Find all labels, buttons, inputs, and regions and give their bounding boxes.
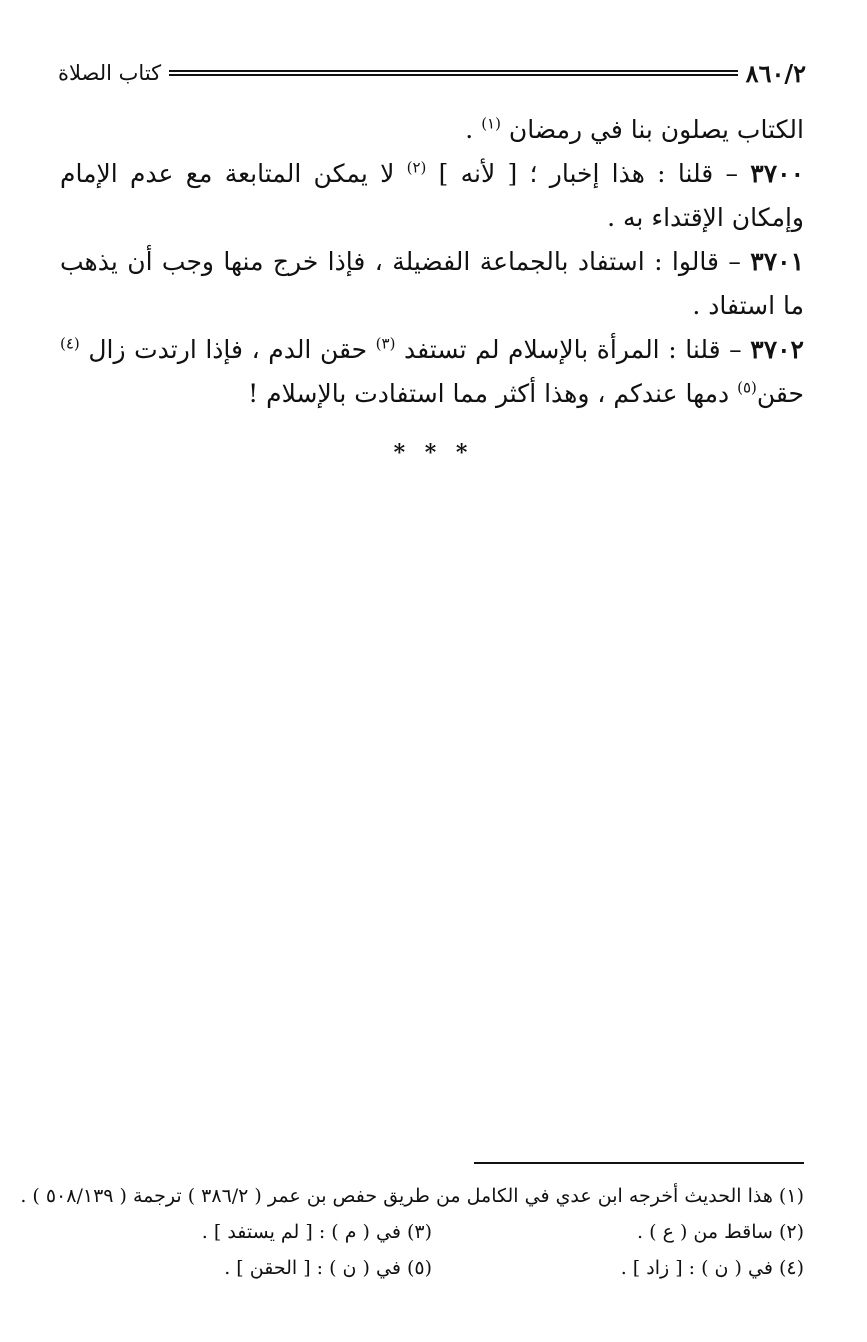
paragraph-3700 <box>60 152 804 240</box>
book-title: كتاب الصلاة <box>58 61 162 85</box>
footnote-ref: (١) <box>481 114 501 133</box>
footnote-3: (٣) في ( م ) : [ لم يستفد ] . <box>201 1221 432 1243</box>
header-rule <box>169 70 738 76</box>
paragraph-text: . <box>465 115 482 144</box>
paragraph-text: – قلنا : المرأة بالإسلام لم تستفد <box>395 335 751 364</box>
issue-number: ٣٧٠١ <box>750 247 804 276</box>
paragraph-text: – قلنا : هذا إخبار ؛ [ لأنه ] <box>426 159 751 188</box>
footnote-ref: (٢) <box>406 158 427 177</box>
footnote-ref: (٤) <box>60 334 80 353</box>
paragraph-3701 <box>60 240 804 328</box>
issue-number: ٣٧٠٢ <box>750 335 804 364</box>
paragraph-text: حقن <box>756 379 804 408</box>
paragraph-text: الكتاب يصلون بنا في رمضان <box>508 115 804 144</box>
running-header <box>58 58 806 88</box>
paragraph-text: لا يمكن المتابعة مع عدم الإمام وإمكان الإقتداء به . <box>60 159 804 232</box>
footnote-row <box>60 1250 804 1286</box>
paragraph-text: دمها عندكم ، وهذا أكثر مما استفادت بالإسلام ! <box>248 379 738 408</box>
paragraph-text: حقن الدم ، فإذا ارتدت زال <box>79 335 376 364</box>
footnote-rule <box>474 1162 804 1164</box>
page-number: ٨٦٠/٢ <box>745 58 806 88</box>
footnote-ref: (٣) <box>375 334 396 353</box>
footnote-ref: (٥) <box>737 378 757 397</box>
paragraph-continuation <box>60 108 804 152</box>
paragraph-text: – قالوا : استفاد بالجماعة الفضيلة ، فإذا خرج منها وجب أن يذهب ما استفاد . <box>60 247 804 320</box>
footnote-row <box>60 1214 804 1250</box>
section-separator: * * * <box>393 440 474 466</box>
footnote-2: (٢) ساقط من ( ع ) . <box>637 1221 804 1243</box>
footnote-1: (١) هذا الحديث أخرجه ابن عدي في الكامل من طريق حفص بن عمر ( ٣٨٦/٢ ) ترجمة ( ٥٠٨/١٣٩ ) . <box>20 1185 804 1207</box>
footnotes <box>20 1178 804 1286</box>
issue-number: ٣٧٠٠ <box>750 159 804 188</box>
footnote-4: (٤) في ( ن ) : [ زاد ] . <box>620 1257 804 1279</box>
footnote-5: (٥) في ( ن ) : [ الحقن ] . <box>224 1257 432 1279</box>
main-text <box>60 108 804 416</box>
paragraph-3702 <box>60 328 804 416</box>
